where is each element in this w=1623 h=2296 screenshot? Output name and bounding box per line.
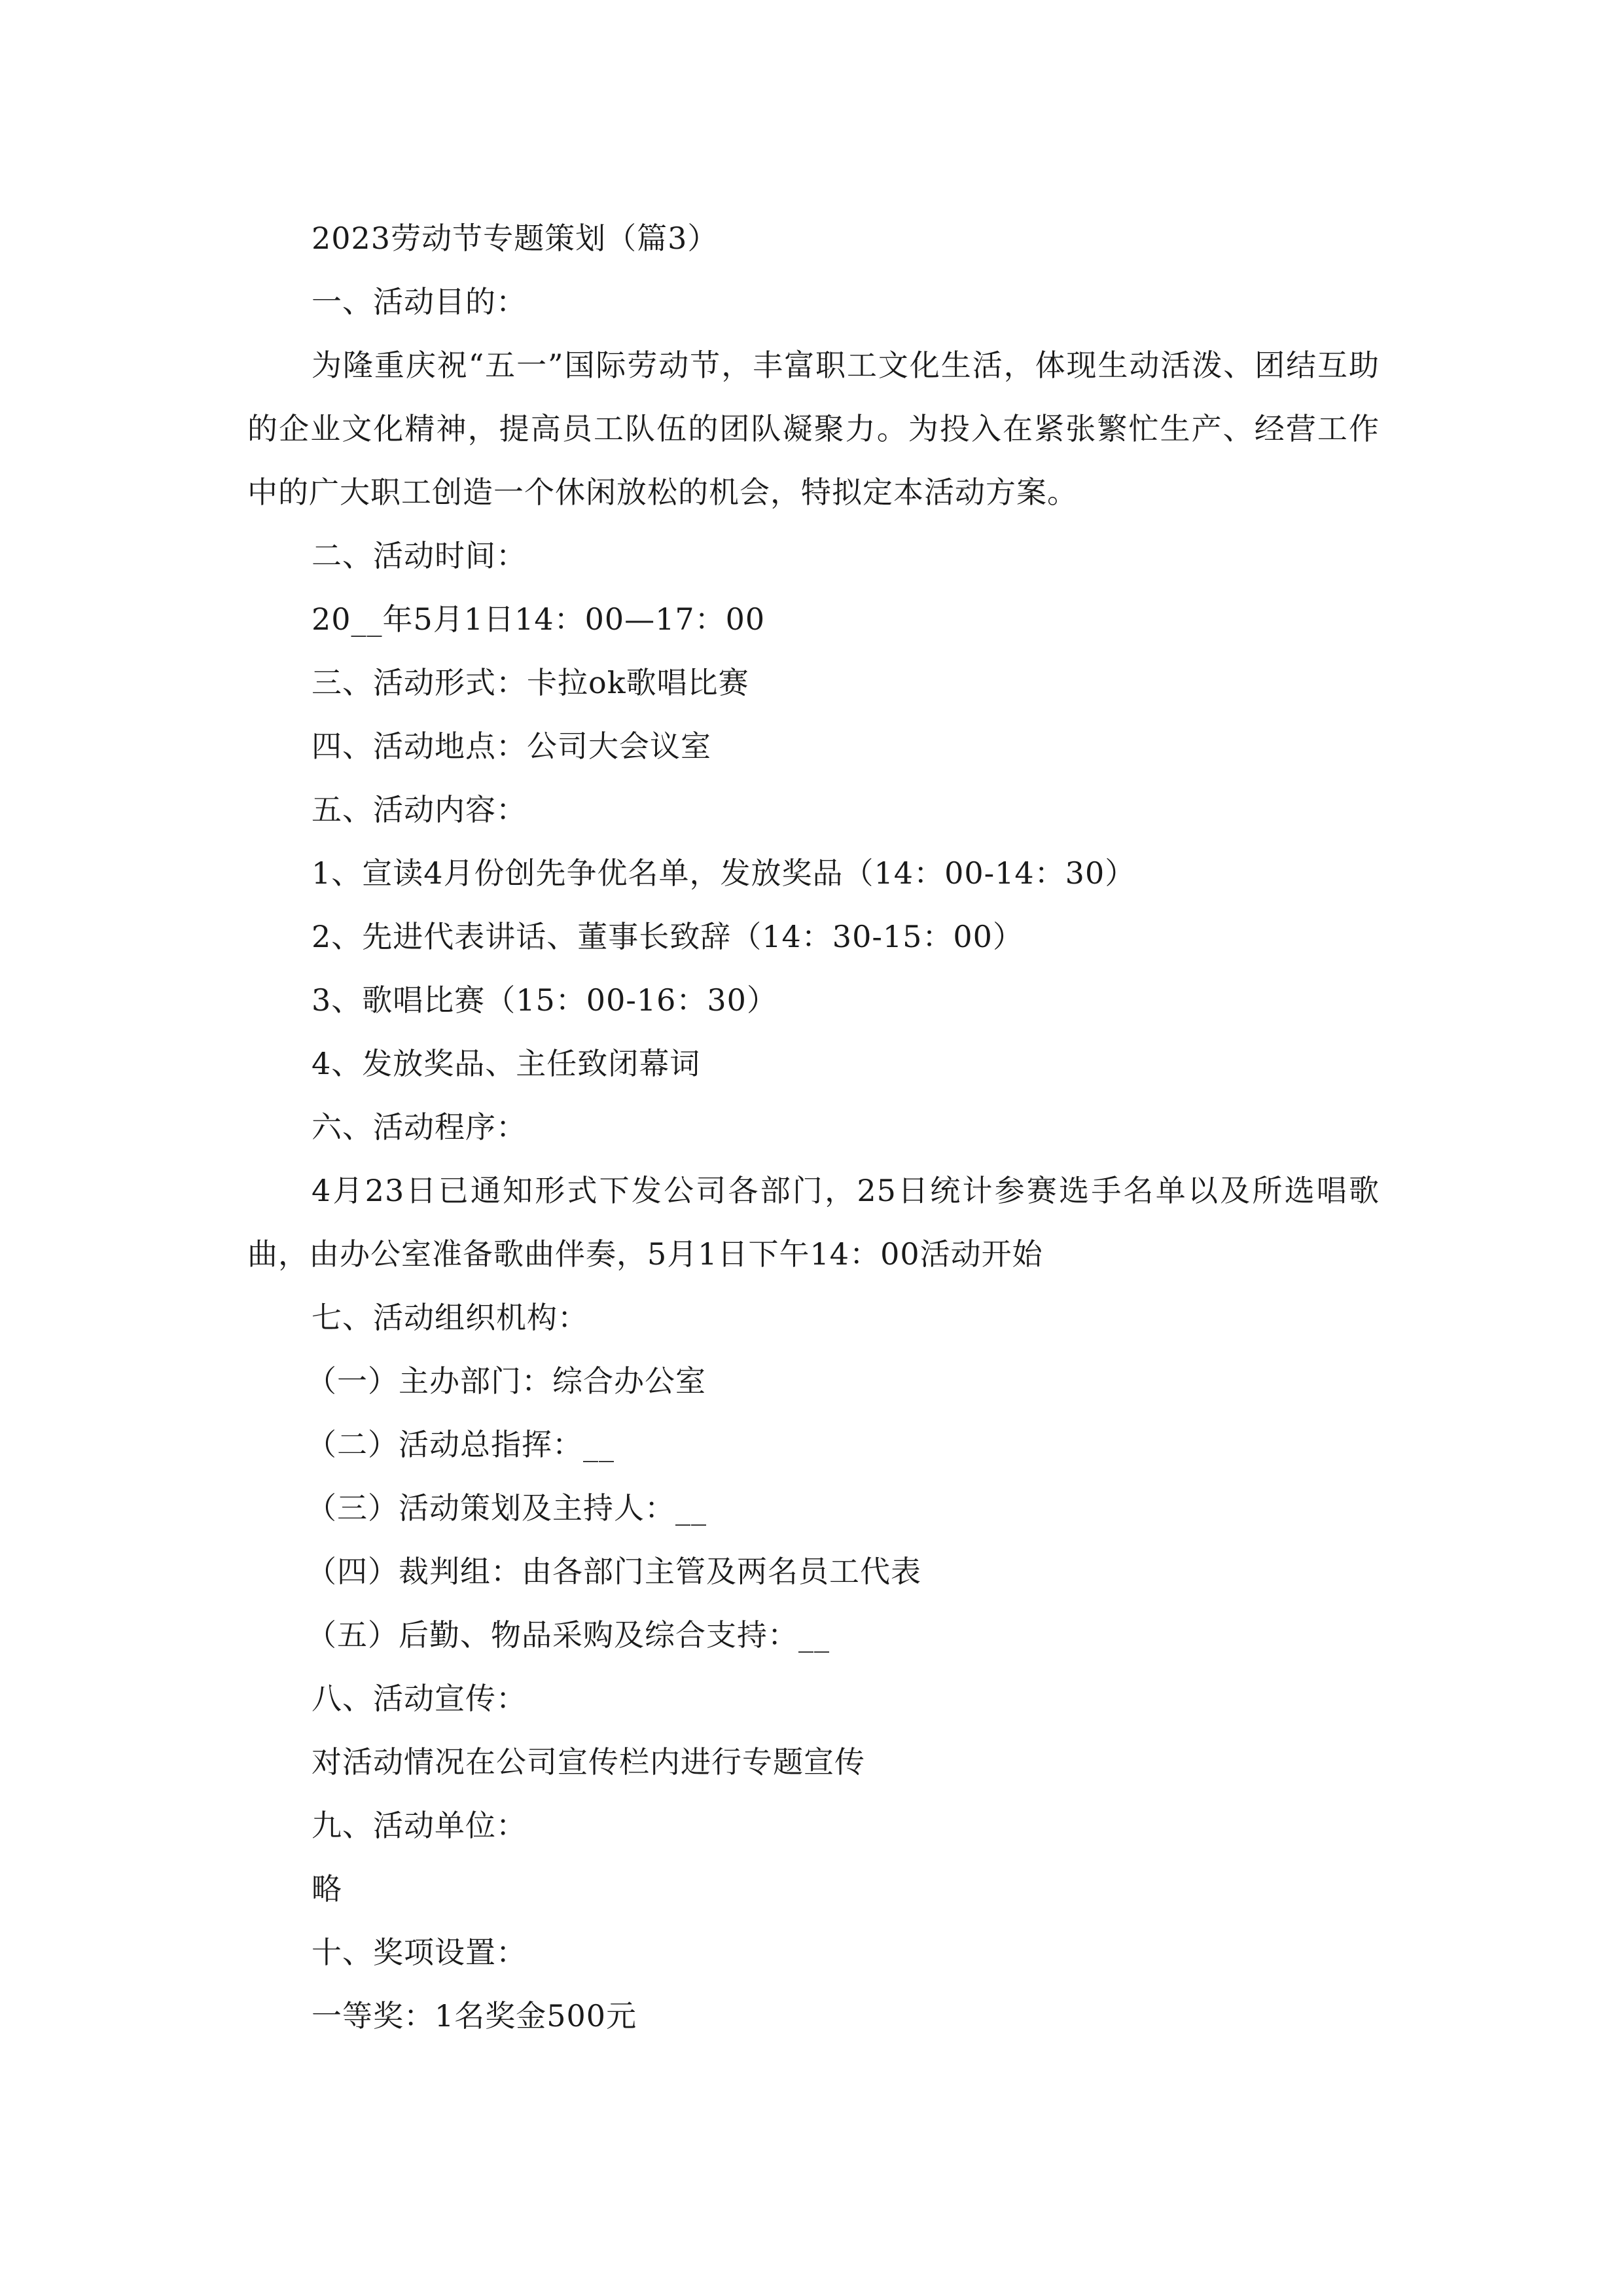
- section-heading: 三、活动形式：卡拉ok歌唱比赛: [312, 665, 749, 700]
- list-item: （一）主办部门：综合办公室: [306, 1363, 706, 1399]
- section-heading: 九、活动单位：: [312, 1808, 527, 1843]
- section-heading: 二、活动时间：: [312, 538, 527, 573]
- document-title: 2023劳动节专题策划（篇3）: [312, 221, 719, 256]
- document-content: [247, 207, 1380, 2048]
- list-item: （二）活动总指挥：__: [306, 1427, 615, 1462]
- section-heading: 五、活动内容：: [312, 792, 527, 827]
- list-item: 3、歌唱比赛（15：00-16：30）: [312, 982, 777, 1018]
- list-item: 2、先进代表讲话、董事长致辞（14：30-15：00）: [312, 919, 1024, 954]
- list-item: （四）裁判组：由各部门主管及两名员工代表: [306, 1554, 921, 1589]
- list-item: （三）活动策划及主持人：__: [306, 1490, 707, 1526]
- section-heading: 八、活动宣传：: [312, 1681, 527, 1716]
- section-body: 一等奖：1名奖金500元: [312, 1998, 637, 2034]
- list-item: 4、发放奖品、主任致闭幕词: [312, 1046, 701, 1081]
- list-item: （五）后勤、物品采购及综合支持：__: [306, 1617, 830, 1653]
- section-heading: 四、活动地点：公司大会议室: [312, 728, 711, 764]
- section-heading: 六、活动程序：: [312, 1109, 527, 1145]
- section-body: 4月23日已通知形式下发公司各部门，25日统计参赛选手名单以及所选唱歌曲，由办公室准备歌曲伴奏，5月1日下午14：00活动开始: [247, 1173, 1380, 1272]
- section-body: 20__年5月1日14：00—17：00: [312, 601, 766, 637]
- section-body: 为隆重庆祝“五一”国际劳动节，丰富职工文化生活，体现生动活泼、团结互助的企业文化精神，提高员工队伍的团队凝聚力。为投入在紧张繁忙生产、经营工作中的广大职工创造一个休闲放松的机会，特拟定本活动方案。: [247, 348, 1380, 510]
- section-heading: 一、活动目的：: [312, 284, 527, 319]
- section-heading: 十、奖项设置：: [312, 1935, 527, 1970]
- section-body: 略: [312, 1871, 342, 1907]
- section-body: 对活动情况在公司宣传栏内进行专题宣传: [312, 1744, 865, 1780]
- section-heading: 七、活动组织机构：: [312, 1300, 588, 1335]
- list-item: 1、宣读4月份创先争优名单，发放奖品（14：00-14：30）: [312, 855, 1136, 891]
